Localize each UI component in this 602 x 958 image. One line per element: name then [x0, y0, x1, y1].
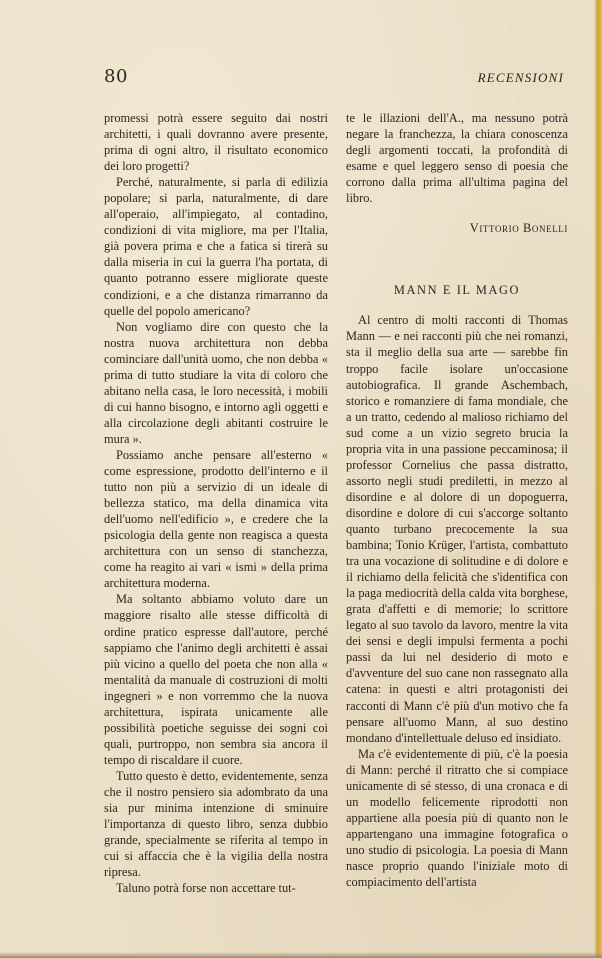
page-edge-right: [594, 0, 602, 958]
article-title: MANN E IL MAGO: [393, 283, 521, 298]
paragraph: Perché, naturalmente, si parla di edilizia popolare; si parla, naturalmente, di dare all'operaio, all'impiegato, al contadino, condizioni di vita migliore, ma per l'Italia, già povera prima e che a fatica si tirerà su dalla miseria in cui la guerra l'ha portata, di quanto potranno essere migliorate queste condizioni, e a che distanza rimarranno da quelle del popolo americano?: [104, 175, 328, 318]
paragraph: Non vogliamo dire con questo che la nostra nuova architettura non debba cominciare dall'unità uomo, che non debba « prima di tutto studiare la vita di coloro che abitano nella casa, le loro necessità, i mobili di cui hanno bisogno, e intorno agli oggetti e alla circolazione degli abitanti costruire le mura ».: [104, 319, 328, 446]
right-column: [346, 110, 568, 890]
paragraph-continuation: te le illazioni dell'A., ma nessuno potrà negare la franchezza, la chiara conoscenza degli argomenti toccati, la profondità di esame e quel leggero senso di poesia che corrono dalla prima all'ultima pagina del libro.: [346, 111, 568, 206]
left-column: [104, 110, 328, 896]
page-edge-bottom: [0, 952, 602, 958]
paragraph: Ma soltanto abbiamo voluto dare un maggiore risalto alle stesse difficoltà di ordine pratico espresse dall'autore, perché sappiamo che l'animo degli architetti è assai più vicino a quello del poeta che non alla « mentalità da manuale di costruzioni di molti ingegneri » e non vorremmo che la nuova architettura, ispirata unicamente alle possibilità poetiche seguisse dei sogni coi quali, purtroppo, non sembra sia ancora il tempo di riscaldare il cuore.: [104, 592, 328, 767]
review-signature: Vittorio Bonelli: [469, 221, 568, 236]
running-head: RECENSIONI: [477, 70, 564, 85]
paragraph: promessi potrà essere seguito dai nostri architetti, i quali dovranno avere presente, prima di ogni altro, il risultato economico dei loro progetti?: [104, 111, 328, 174]
page-number: 80: [104, 66, 128, 87]
paragraph: Taluno potrà forse non accettare tut-: [116, 881, 296, 896]
paragraph: Tutto questo è detto, evidentemente, senza che il nostro pensiero sia adombrato da una sia pur minima intenzione di sminuire l'importanza di questo libro, senza dubbio grande, specialmente se riferita al tempo in cui si affaccia che è la vigilia della nostra ripresa.: [104, 768, 328, 880]
paragraph: Possiamo anche pensare all'esterno « come espressione, prodotto dell'interno e il tutto non più a servizio di un ideale di bellezza statico, ma della dinamica vita dell'uomo nell'edificio », e credere che la psicologia della gente non reagisca a questa architettura con un senso di stanchezza, come ha reagito ai vari « ismi » della prima architettura moderna.: [104, 447, 328, 591]
paragraph: Al centro di molti racconti di Thomas Mann — e nei racconti più che nei romanzi, sta il meglio della sua arte — sarebbe fin troppo facile isolare un'occasione autobiografica. Il grande Aschembach, storico e romanziere di fama mondiale, che a un tratto, cedendo al malioso richiamo del sud come a un vizio segreto brucia la propria vita in una passione peccaminosa; il professor Cornelius che passa distratto, assorto negli studi prediletti, in mezzo al disordine e al dolore di un dopoguerra, disordine e dolore di cui s'accorge soltanto quanto turbano precocemente la sua bambina; Tonio Krüger, l'artista, combattuto tra una vocazione di solitudine e di dolore e il richiamo della felicità che s'identifica con la paga mediocrità della calda vita borghese, grata d'affetti e di memorie; lo scrittore legato al suo tavolo da lavoro, mentre la vita dei sensi e degli impulsi fermenta a pochi passi da lui nel desiderio di moto e d'avventure del suo cane non rassegnato alla catena: in questi e altri protagonisti dei racconti di Mann c'è più d'un motivo che fa pensare all'uomo Mann, al suo destino mondano d'intellettuale deluso ed insidiato.: [346, 313, 568, 745]
paragraph: Ma c'è evidentemente di più, c'è la poesia di Mann: perché il ritratto che si compiace unicamente di sé stesso, di una cronaca e di un modello felicemente riprodotti non appartiene alla poesia più di quanto non le appartengano una immagine fotografica o uno studio di psicologia. La poesia di Mann nasce proprio quando l'iniziale moto di compiacimento dell'artista: [346, 746, 568, 890]
